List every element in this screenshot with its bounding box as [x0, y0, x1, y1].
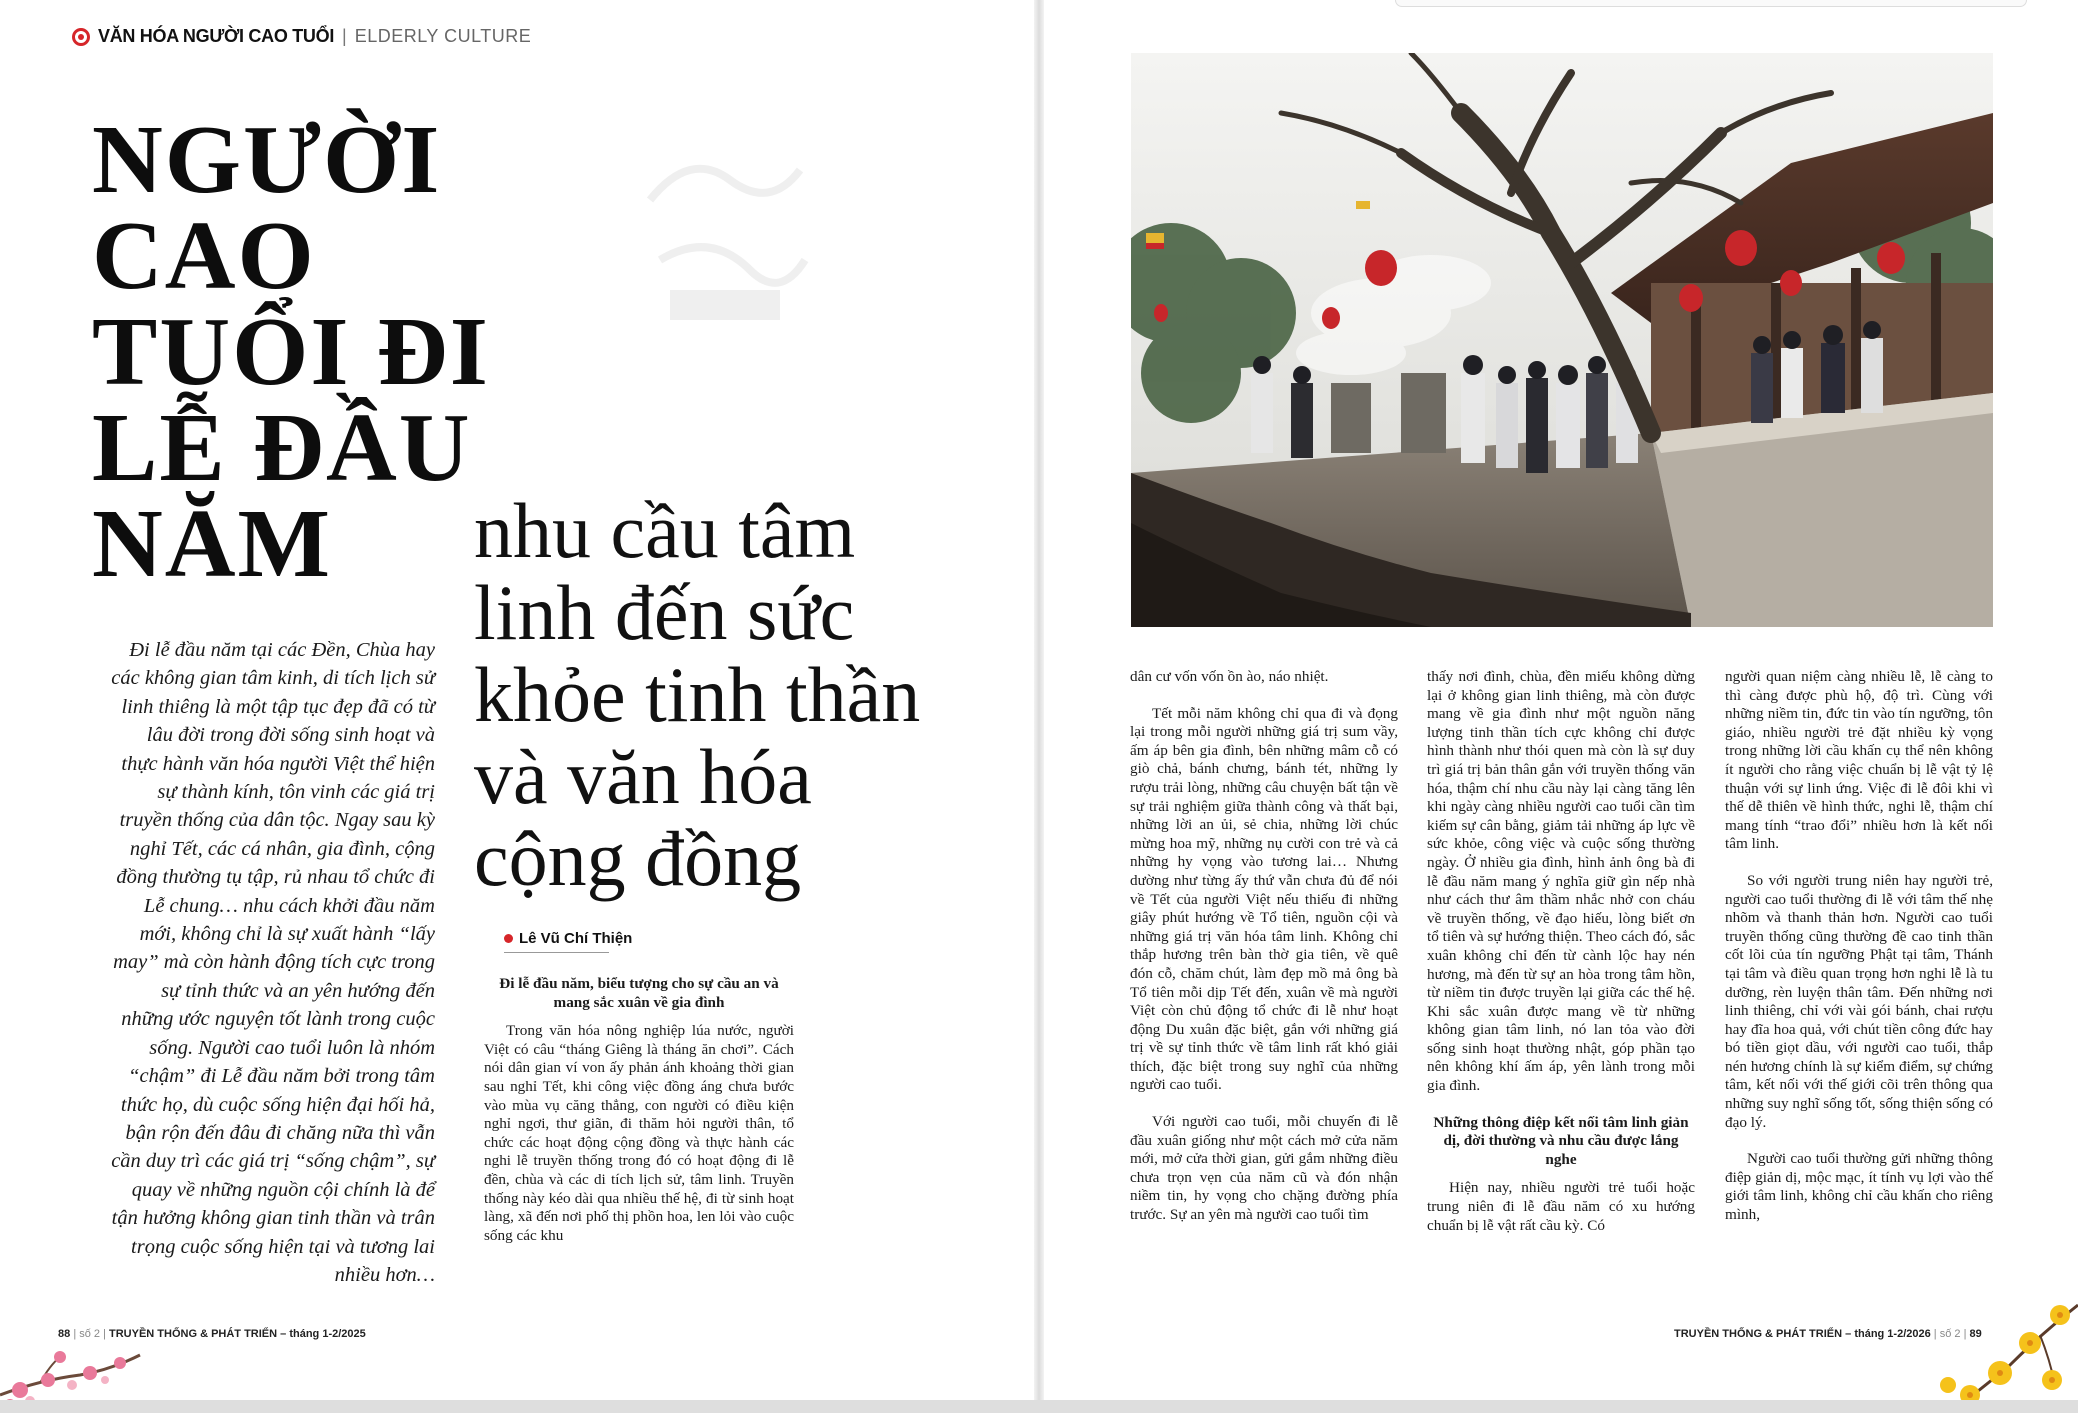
viewer-bottom-edge — [0, 1400, 2078, 1413]
paragraph: So với người trung niên hay người trẻ, người cao tuổi thường đi lễ với tâm thế nhẹ nhõm và thanh thản hơn. Người cao tuổi truyền thống cũng thường đề cao tinh thần cốt lõi của tín ngưỡng Phật tại tâm, Thánh tại tâm và điều quan trọng hơn nghi lễ là tu dưỡng, rèn luyện thân tâm. Đến những nơi linh thiêng, chỉ với vài gói bánh, chai rượu hay đĩa hoa quả, với chút tiền công đức hay bó tiền giọt dầu, với người cao tuổi, thắp nén hương chính là sự kiểm điểm, sự chứng tâm, kết nối với thế giới cõi trên thông qua những suy nghĩ sống tốt, sống thiện sống có đạo lý. — [1725, 871, 1993, 1131]
subtitle-line: khỏe tinh thần — [474, 651, 921, 738]
circle-logo-icon — [72, 28, 90, 46]
paragraph: Tết mỗi năm không chỉ qua đi và đọng lại trong mỗi người những giá trị sum vầy, ấm áp bên gia đình, bên những mâm cỗ có giò chả, bánh chưng, bánh tét, những ly rượu trải lòng, những câu chuyện bất tận về sự trải nghiệm giữa thành công và thất bại, những lời an ủi, sẻ chia, những lời chúc mừng hoa mỹ, những nụ cười con trẻ và cả những hy vọng vào tương lai… Nhưng dường như từng ấy thứ vẫn chưa đủ để nói về Tết của người Việt nếu thiếu đi những giây phút hướng về Tổ tiên, nguồn cội và những giá trị văn hóa tâm linh. Không chỉ thắp hương trên bàn thờ gia tiên, về quê đón cỗ, chăm chút, làm đẹp mồ mả ông bà Tổ tiên mỗi dịp Tết đến, xuân về mà người Việt còn chủ động tổ chức đi lễ như hoạt động Du xuân đặc biệt, gắn với những giá trị về sự tỉnh thức về tâm linh rất khó giải thích, đặc biệt trong suy nghĩ của những người cao tuổi. — [1130, 704, 1398, 1094]
byline-rule — [504, 952, 609, 953]
footer-right: TRUYỀN THỐNG & PHÁT TRIỂN – tháng 1-2/2026 | số 2 | 89 — [1674, 1328, 1982, 1340]
magazine-name: TRUYỀN THỐNG & PHÁT TRIỂN — [1674, 1328, 1843, 1340]
issue-number: số 2 — [79, 1328, 101, 1340]
paragraph: Người cao tuổi thường gửi những thông điệp giản dị, mộc mạc, ít tính vụ lợi vào thế giới tâm linh, không chỉ cầu khấn cho riêng mình, — [1725, 1150, 1993, 1224]
paragraph: Trong văn hóa nông nghiệp lúa nước, người Việt có câu “tháng Giêng là tháng ăn chơi”. Cách nói dân gian ví von ấy phản ánh khoảng thời gian sau nghỉ Tết, khi công việc đồng áng chưa bước vào mùa vụ căng thẳng, con người có điều kiện nghỉ ngơi, thư giãn, đi thăm hỏi người thân, tổ chức các hoạt động cộng đồng và thực hành các nghi lễ truyền thống trong đó có hoạt động đi lễ đền, chùa và các di tích lịch sử, tâm linh. Truyền thống này kéo dài qua nhiều thế hệ, đi từ sinh hoạt làng, xã đến nơi phố thị phồn hoa, len lỏi vào cuộc sống các khu — [484, 1022, 794, 1244]
issue-number: số 2 — [1939, 1328, 1961, 1340]
author-name: Lê Vũ Chí Thiện — [519, 930, 633, 947]
section-heading: Những thông điệp kết nối tâm linh giản dị, đời thường và nhu cầu được lắng nghe — [1433, 1113, 1689, 1168]
text-column-3 — [1427, 668, 1695, 1235]
subtitle-line: linh đến sức — [474, 569, 855, 656]
text-column-1 — [484, 975, 794, 1245]
faded-watermark — [630, 140, 820, 340]
title-line: CAO — [92, 202, 316, 310]
section-label: VĂN HÓA NGƯỜI CAO TUỔI — [98, 26, 335, 46]
page-number: 89 — [1969, 1328, 1982, 1340]
title-line: LỄ ĐẦU — [92, 394, 472, 502]
subtitle-line: cộng đồng — [474, 815, 802, 902]
bullet-dot-icon — [504, 934, 513, 943]
footer-left: 88 | số 2 | TRUYỀN THỐNG & PHÁT TRIỂN – tháng 1-2/2025 — [58, 1328, 366, 1340]
author-byline — [504, 930, 632, 947]
section-separator: | — [342, 26, 347, 46]
title-line: NGƯỜI — [92, 106, 442, 214]
article-subtitle — [474, 487, 1074, 902]
paragraph: Với người cao tuổi, mỗi chuyến đi lễ đầu xuân giống như một cách mở cửa năm mới, mở cửa thời gian, gửi gắm những điều chưa trọn vẹn của năm cũ và đón nhận niềm tin, hy vọng cho chặng đường phía trước. Sự an yên mà người cao tuổi tìm — [1130, 1113, 1398, 1224]
section-heading: Đi lễ đầu năm, biểu tượng cho sự cầu an và mang sắc xuân về gia đình — [499, 975, 779, 1011]
title-line: NĂM — [92, 490, 333, 598]
paragraph: dân cư vốn vốn ồn ào, náo nhiệt. — [1130, 668, 1329, 685]
paragraph: Hiện nay, nhiều người trẻ tuổi hoặc trung niên đi lễ đầu năm có xu hướng chuẩn bị lễ vật rất cầu kỳ. Có — [1427, 1179, 1695, 1234]
issue-date: tháng 1-2/2025 — [289, 1328, 366, 1340]
apricot-blossom-icon — [1930, 1285, 2078, 1413]
article-lead: Đi lễ đầu năm tại các Đền, Chùa hay các không gian tâm kinh, di tích lịch sử linh thiêng là một tập tục đẹp đã có từ lâu đời trong đời sống sinh hoạt và thực hành văn hóa người Việt thể hiện sự thành kính, tôn vinh các giá trị truyền thống của dân tộc. Ngay sau kỳ nghỉ Tết, các cá nhân, gia đình, cộng đồng thường tụ tập, rủ nhau tổ chức đi Lễ chung… nhu cách khởi đầu năm mới, không chỉ là sự xuất hành “lấy may” mà còn hành động tích cực trong sự tỉnh thức và an yên hướng đến những ước nguyện tốt lành trong cuộc sống. Người cao tuổi luôn là nhóm “chậm” đi Lễ đầu năm bởi trong tâm thức họ, dù cuộc sống hiện đại hối hả, bận rộn đến đâu đi chăng nữa thì vẫn cần duy trì các giá trị “sống chậm”, sự quay về những nguồn cội chính là để tận hưởng không gian tinh thần và trân trọng cuộc sống hiện tại và tương lai nhiều hơn… — [111, 639, 435, 1286]
title-line: TUỔI ĐI — [92, 298, 490, 406]
section-label-en: ELDERLY CULTURE — [354, 26, 532, 46]
paragraph: người quan niệm càng nhiều lễ, lễ càng to thì càng được phù hộ, độ trì. Cùng với những niềm tin, đức tin vào tín ngưỡng, tôn giáo, nhiều người trẻ đặt nhiều kỳ vọng trong những lời cầu khấn cụ thể nên không ít người cho rằng việc chuẩn bị lễ vật tỷ lệ thuận với sự linh ứng. Việc đi lễ đôi khi vì thế dễ thiên về hình thức, nghi lễ, thậm chí mang tính “trao đổi” nhiều hơn là kết nối tâm linh. — [1725, 668, 1993, 853]
page-number: 88 — [58, 1328, 71, 1340]
section-header — [72, 26, 531, 47]
subtitle-line: và văn hóa — [474, 733, 812, 820]
text-column-4 — [1725, 668, 1993, 1225]
text-column-2 — [1130, 668, 1398, 1225]
subtitle-line: nhu cầu tâm — [474, 487, 856, 574]
paragraph: thấy nơi đình, chùa, đền miếu không dừng lại ở không gian linh thiêng, mà còn được mang về gia đình như một nguồn năng lượng tinh thần tích cực không chỉ được hình thành như thói quen mà còn là sự duy trì giá trị bản thân gắn với truyền thống văn hóa, thậm chí nhu cầu này lại càng tăng lên khi ngày càng nhiều người cao tuổi cần tìm kiếm sự cân bằng, giảm tải những áp lực về sức khỏe, công việc và cuộc sống thường ngày. Ở nhiều gia đình, hình ảnh ông bà đi lễ đầu năm mang ý nghĩa giữ gìn nếp nhà như cách thư âm thầm nhắc nhở con cháu về truyền thống, về đạo hiếu, lòng biết ơn tổ tiên và sự hướng thiện. Theo cách đó, sắc xuân không chỉ đến từ cành lộc hay nén hương, mà đến từ sự an hòa trong tâm hồn, từ niềm tin được truyền lại giữa các thế hệ. Khi sắc xuân được mang về từ những không gian tâm linh, nó lan tỏa vào đời sống sinh hoạt thường nhật, góp phần tạo nên không khí ấm áp, yên lành trong mỗi gia đình. — [1427, 668, 1695, 1095]
temple-festival-photo — [1131, 53, 1993, 627]
magazine-name: TRUYỀN THỐNG & PHÁT TRIỂN — [109, 1328, 278, 1340]
viewer-toolbar-edge — [1395, 0, 2027, 7]
issue-date: tháng 1-2/2026 — [1854, 1328, 1931, 1340]
